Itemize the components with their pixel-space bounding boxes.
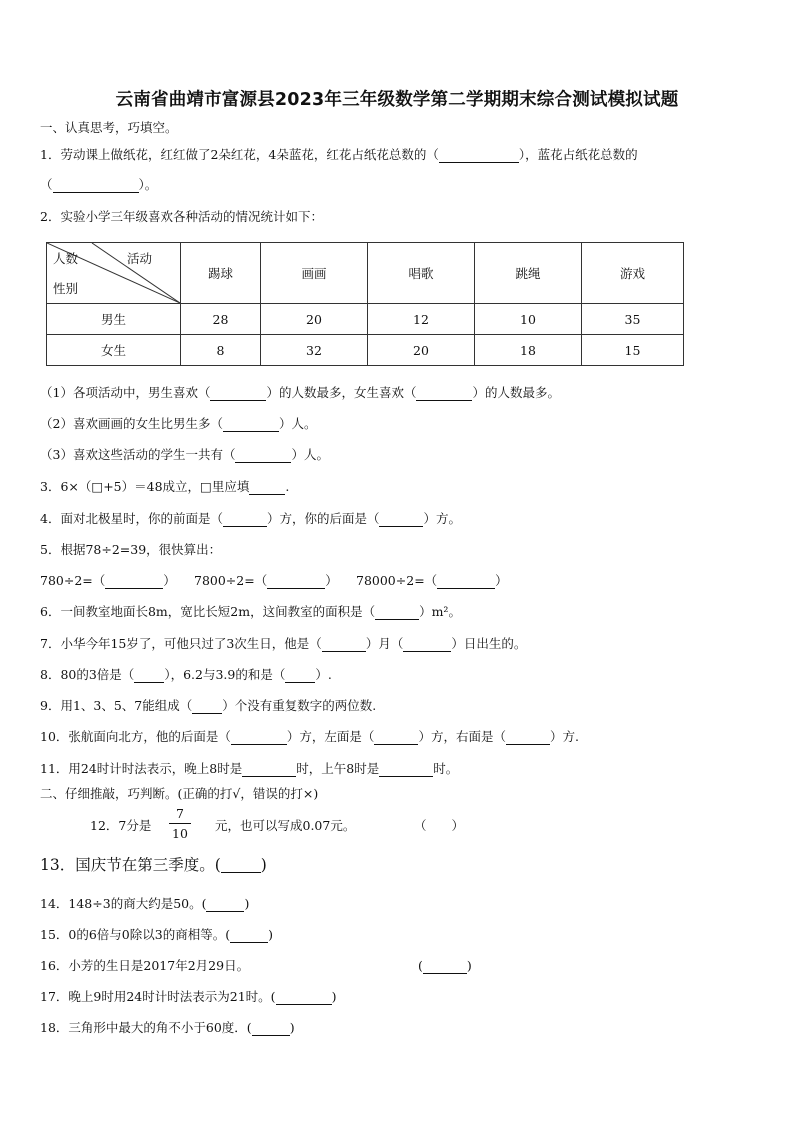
table-header-row [47, 243, 684, 304]
question-text: ) [244, 896, 250, 911]
table-header-cell: 跳绳 [475, 243, 582, 304]
question-text: （3）喜欢这些活动的学生一共有（ [40, 447, 236, 462]
question-5-calc-1 [40, 573, 176, 589]
answer-blank[interactable] [223, 515, 267, 527]
answer-blank[interactable] [375, 608, 419, 620]
question-2-1 [40, 385, 560, 401]
question-text: ）个没有重复数字的两位数. [222, 698, 377, 713]
answer-blank[interactable] [267, 577, 325, 589]
question-16-answer [418, 958, 472, 974]
section-2-heading: 二、仔细推敲，巧判断。(正确的打√，错误的打×) [40, 786, 319, 801]
question-1-text-a: 1．劳动课上做纸花，红红做了2朵红花，4朵蓝花，红花占纸花总数的（ [40, 147, 439, 162]
question-text: 8．80的3倍是（ [40, 667, 135, 682]
answer-blank[interactable] [231, 733, 287, 745]
question-7 [40, 636, 526, 652]
answer-blank[interactable] [506, 733, 550, 745]
answer-blank[interactable] [249, 483, 285, 495]
table-cell: 35 [582, 304, 684, 335]
question-14 [40, 896, 249, 912]
question-text: 3．6×（□+5）＝48成立，□里应填 [40, 479, 250, 494]
question-text: . [285, 479, 290, 494]
question-5-calc-3 [356, 573, 508, 589]
answer-blank[interactable] [105, 577, 163, 589]
answer-blank[interactable] [230, 931, 268, 943]
table-cell: 10 [475, 304, 582, 335]
table-cell: 20 [368, 335, 475, 366]
table-header-cell: 踢球 [181, 243, 261, 304]
table-cell: 20 [261, 304, 368, 335]
answer-blank[interactable] [416, 389, 472, 401]
answer-blank[interactable] [221, 859, 261, 873]
question-15 [40, 927, 273, 943]
question-text: ）方，左面是（ [286, 729, 375, 744]
question-12-text-a: 12．7分是 [90, 818, 152, 833]
answer-blank[interactable] [439, 151, 519, 163]
table-cell: 32 [261, 335, 368, 366]
question-17 [40, 989, 336, 1005]
table-cell: 18 [475, 335, 582, 366]
corner-label-count: 人数 [53, 251, 79, 266]
question-text: 78000÷2=（ [356, 573, 438, 588]
question-1-text-b: ），蓝花占纸花总数的 [518, 147, 638, 162]
question-text: ）月（ [365, 636, 404, 651]
question-text: 4．面对北极星时，你的前面是（ [40, 511, 223, 526]
question-text: ）方，你的后面是（ [266, 511, 380, 526]
question-8 [40, 667, 332, 683]
answer-blank[interactable] [206, 900, 244, 912]
corner-label-gender: 性别 [53, 281, 79, 296]
answer-blank[interactable] [223, 420, 279, 432]
question-1-paren-close: ）。 [138, 177, 158, 192]
table-row [47, 304, 684, 335]
question-text: ），6.2与3.9的和是（ [164, 667, 286, 682]
table-cell: 15 [582, 335, 684, 366]
question-text: 11．用24时计时法表示，晚上8时是 [40, 761, 243, 776]
corner-label-activity: 活动 [127, 251, 153, 266]
question-text: ）日出生的。 [451, 636, 527, 651]
question-16: 16．小芳的生日是2017年2月29日。 [40, 958, 250, 973]
question-text: 15．0的6倍与0除以3的商相等。( [40, 927, 231, 942]
answer-blank[interactable] [423, 962, 467, 974]
question-text: ） [163, 573, 176, 588]
question-text: 7．小华今年15岁了，可他只过了3次生日，他是（ [40, 636, 322, 651]
question-text: ）方. [549, 729, 579, 744]
question-18 [40, 1020, 295, 1036]
question-2: 2．实验小学三年级喜欢各种活动的情况统计如下： [40, 209, 323, 224]
fraction-denominator: 10 [172, 826, 188, 841]
answer-blank[interactable] [403, 640, 451, 652]
question-text: 13．国庆节在第三季度。( [40, 856, 221, 874]
row-label: 女生 [47, 335, 181, 366]
answer-blank[interactable] [53, 181, 139, 193]
question-text: ） [325, 573, 338, 588]
question-6 [40, 604, 461, 620]
table-corner-cell [47, 243, 181, 304]
table-header-cell: 游戏 [582, 243, 684, 304]
answer-blank[interactable] [210, 389, 266, 401]
question-2-3 [40, 447, 329, 463]
question-text: 18．三角形中最大的角不小于60度．( [40, 1020, 252, 1035]
question-text: ) [331, 989, 337, 1004]
page-title: 云南省曲靖市富源县2023年三年级数学第二学期期末综合测试模拟试题 [115, 90, 679, 110]
question-text: 9．用1、3、5、7能组成（ [40, 698, 193, 713]
table-cell: 28 [181, 304, 261, 335]
question-text: ）m²。 [419, 604, 461, 619]
question-text: 14．148÷3的商大约是50。( [40, 896, 207, 911]
question-10 [40, 729, 579, 745]
question-text: ）人。 [291, 447, 329, 462]
question-5: 5．根据78÷2=39，很快算出： [40, 542, 222, 557]
question-text: 17．晚上9时用24时计时法表示为21时。( [40, 989, 276, 1004]
answer-blank[interactable] [192, 702, 222, 714]
question-text: 时。 [433, 761, 459, 776]
question-text: （1）各项活动中，男生喜欢（ [40, 385, 211, 400]
question-text: ） [495, 573, 508, 588]
question-4 [40, 511, 461, 527]
question-text: 10．张航面向北方，他的后面是（ [40, 729, 231, 744]
fraction-numerator: 7 [176, 806, 184, 821]
table-cell: 8 [181, 335, 261, 366]
question-text: 7800÷2=（ [194, 573, 268, 588]
question-text: ) [289, 1020, 295, 1035]
question-text: ）的人数最多。 [472, 385, 560, 400]
answer-blank[interactable] [276, 993, 332, 1005]
answer-blank[interactable] [374, 733, 418, 745]
question-text: ) [268, 927, 273, 942]
row-label: 男生 [47, 304, 181, 335]
answer-blank[interactable] [437, 577, 495, 589]
table-cell: 12 [368, 304, 475, 335]
question-text: ）人。 [278, 416, 317, 431]
question-text: ) [260, 856, 267, 874]
answer-blank[interactable] [242, 765, 296, 777]
question-3 [40, 479, 289, 495]
answer-blank[interactable] [235, 451, 291, 463]
paren-open: ( [418, 958, 423, 973]
question-13 [40, 857, 267, 873]
answer-blank[interactable] [285, 671, 315, 683]
question-text: 780÷2=（ [40, 573, 106, 588]
question-1-paren-open: （ [40, 177, 53, 192]
question-1-line-2 [40, 177, 157, 193]
question-2-2 [40, 416, 316, 432]
paren-close: ) [466, 958, 472, 973]
answer-blank[interactable] [252, 1024, 290, 1036]
section-1-heading: 一、认真思考，巧填空。 [40, 120, 178, 135]
question-11 [40, 761, 458, 777]
activity-stats-table [46, 242, 684, 366]
answer-blank[interactable] [379, 765, 433, 777]
question-text: 时，上午8时是 [296, 761, 380, 776]
table-header-cell: 唱歌 [368, 243, 475, 304]
answer-blank[interactable] [134, 671, 164, 683]
answer-blank[interactable] [379, 515, 423, 527]
question-1 [40, 147, 638, 163]
answer-blank[interactable] [322, 640, 366, 652]
question-text: ）的人数最多，女生喜欢（ [266, 385, 417, 400]
question-text: ）方，右面是（ [418, 729, 506, 744]
question-9 [40, 698, 376, 714]
table-header-cell: 画画 [261, 243, 368, 304]
question-text: ）. [315, 667, 332, 682]
judgment-paren[interactable]: （ ） [414, 818, 465, 833]
question-12-text-b: 元，也可以写成0.07元。 [215, 818, 356, 833]
fraction-bar [169, 823, 191, 824]
question-text: ）方。 [423, 511, 461, 526]
question-text: （2）喜欢画画的女生比男生多（ [40, 416, 223, 431]
question-5-calc-2 [194, 573, 338, 589]
question-text: 6．一间教室地面长8m，宽比长短2m，这间教室的面积是（ [40, 604, 376, 619]
table-row [47, 335, 684, 366]
